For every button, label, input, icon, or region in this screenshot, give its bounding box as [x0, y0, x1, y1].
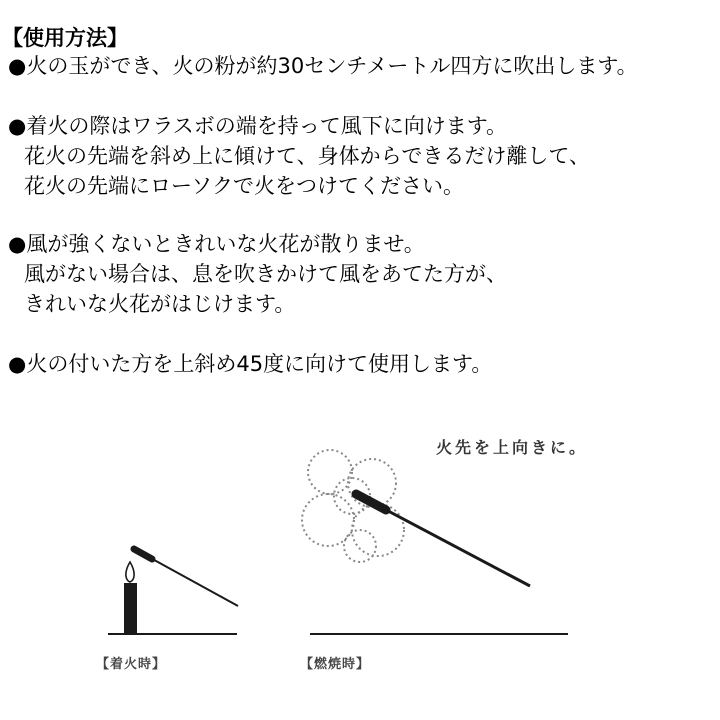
burning-illustration [300, 438, 588, 672]
sparks-icon [302, 450, 404, 562]
section-title: 【使用方法】 [2, 26, 128, 50]
candle-icon [124, 583, 137, 634]
burning-stick-tip [356, 494, 386, 510]
instruction-2-line-3: 花火の先端にローソクで火をつけてください。 [24, 174, 464, 198]
candle-flame-icon [126, 562, 134, 582]
instruction-3-line-3: きれいな火花がはじけます。 [24, 292, 296, 316]
direction-note: 火先を上向きに。 [436, 438, 589, 457]
instruction-2-line-1: ●着火の際はワラスボの端を持って風下に向けます。 [8, 114, 508, 138]
bullet-icon: ● [8, 54, 27, 78]
ignition-caption: 【着火時】 [96, 657, 167, 672]
instruction-3-line-2: 風がない場合は、息を吹きかけて風をあてた方が、 [24, 262, 507, 286]
bullet-icon: ● [8, 232, 27, 256]
burning-caption: 【燃焼時】 [300, 657, 371, 672]
bullet-icon: ● [8, 352, 27, 376]
ignition-illustration [96, 549, 238, 672]
instruction-4-line-1: ●火の付いた方を上斜め45度に向けて使用します。 [8, 352, 493, 376]
bullet-icon: ● [8, 114, 27, 138]
instruction-1-line-1: ●火の玉ができ、火の粉が約30センチメートル四方に吹出します。 [8, 54, 638, 78]
instruction-2-line-2: 花火の先端を斜め上に傾けて、身体からできるだけ離して、 [24, 144, 590, 168]
ignition-stick-tip [134, 549, 152, 559]
instruction-3-line-1: ●風が強くないときれいな火花が散りませ。 [8, 232, 425, 256]
